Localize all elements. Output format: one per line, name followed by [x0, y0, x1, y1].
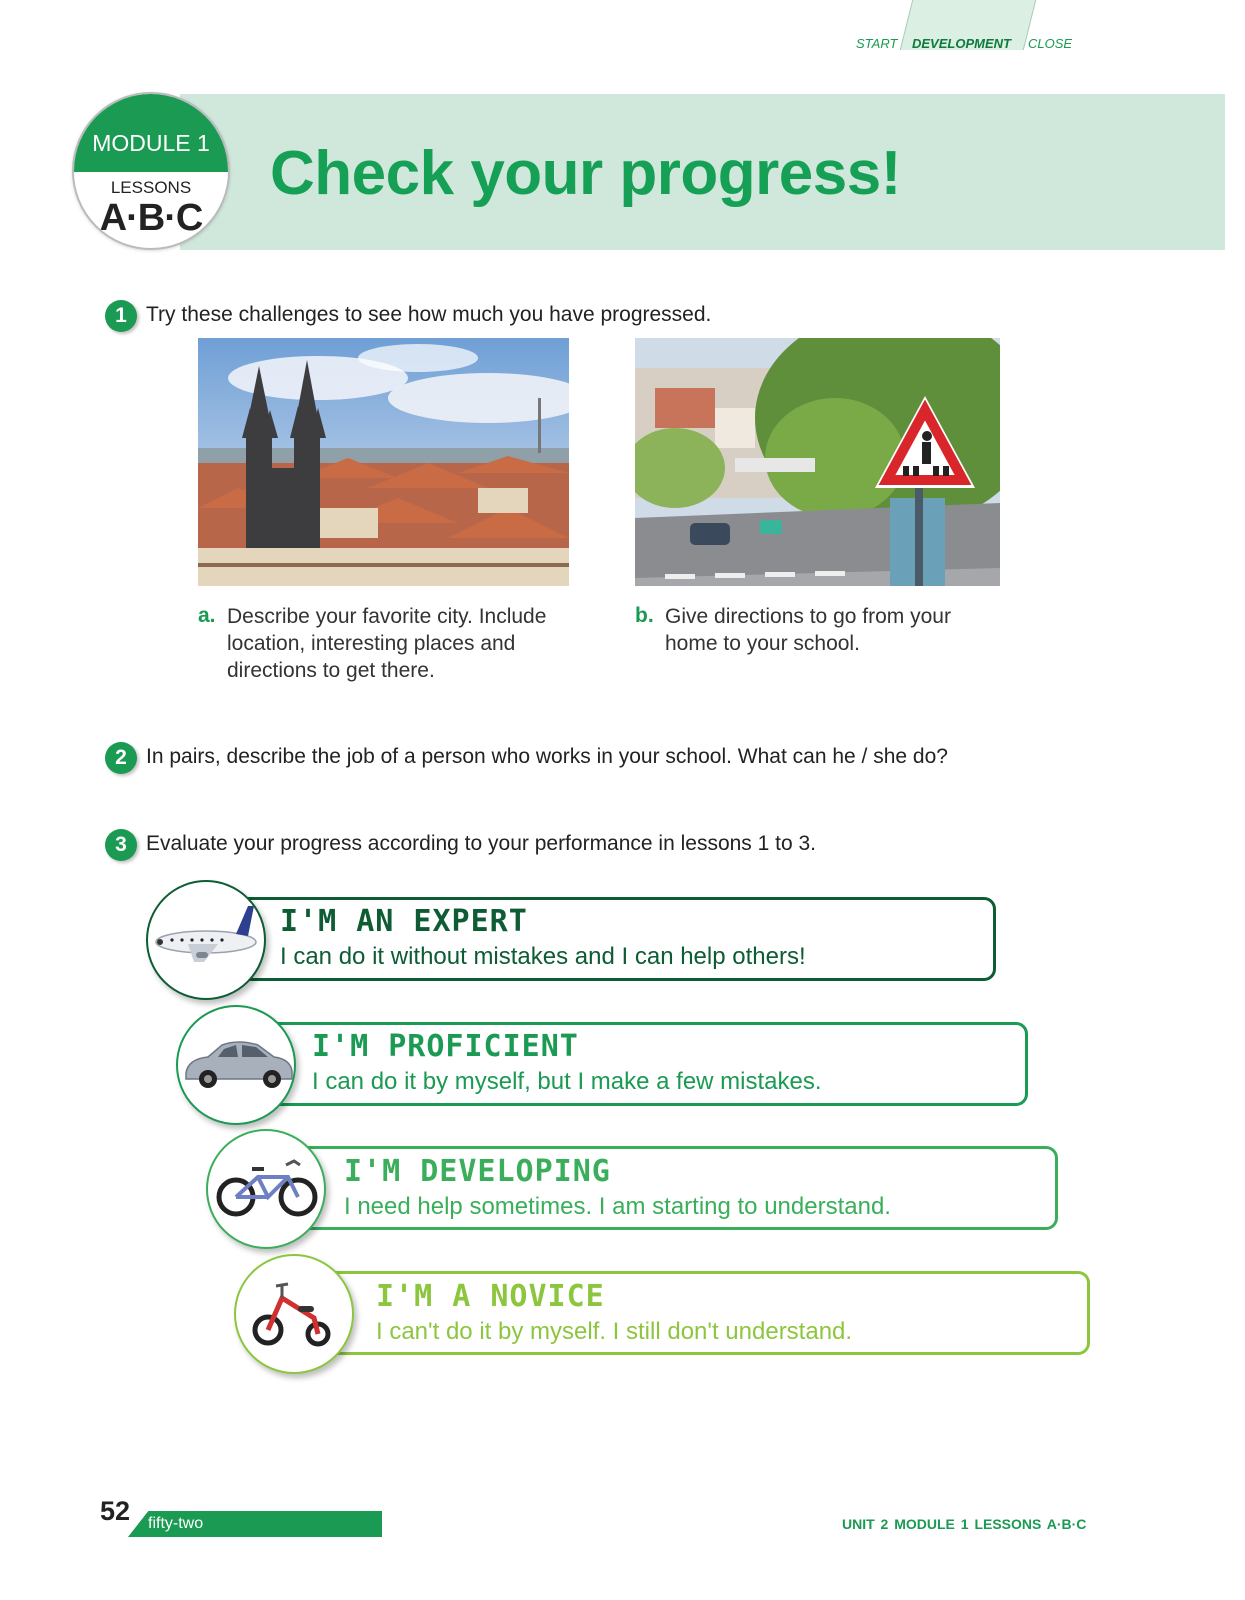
challenge-a-line-1: Describe your favorite city. Include — [227, 605, 547, 628]
challenge-b-line-2: home to your school. — [665, 632, 860, 655]
challenge-b-letter: b. — [635, 604, 654, 627]
airplane-icon — [146, 880, 266, 1000]
stage-close: CLOSE — [1028, 36, 1073, 51]
bicycle-icon — [206, 1129, 326, 1249]
city-photo — [198, 338, 569, 586]
challenge-b-line-1: Give directions to go from your — [665, 605, 951, 628]
rubric-developing-description: I need help sometimes. I am starting to understand. — [344, 1193, 891, 1220]
module-badge — [72, 92, 230, 250]
tricycle-icon — [234, 1254, 354, 1374]
rubric-developing-heading: I'M DEVELOPING — [344, 1154, 611, 1189]
challenge-a-line-2: location, interesting places and — [227, 632, 516, 655]
challenge-b-text — [665, 603, 951, 657]
page-number: 52 — [100, 1496, 131, 1526]
activity-text-2: In pairs, describe the job of a person who works in your school. What can he / she do? — [146, 745, 948, 768]
challenge-a-line-3: directions to get there. — [227, 659, 435, 682]
activity-text-1: Try these challenges to see how much you have progressed. — [146, 303, 712, 326]
road-crossing-photo — [635, 338, 1000, 586]
stage-navigation — [850, 0, 1100, 62]
page-title: Check your progress! — [270, 139, 901, 208]
badge-module: MODULE 1 — [92, 130, 210, 156]
activity-number-1: 1 — [105, 300, 137, 332]
activity-number-3: 3 — [105, 829, 137, 861]
footer-unit-label: UNIT 2 MODULE 1 LESSONS A·B·C — [842, 1516, 1087, 1532]
stage-development: DEVELOPMENT — [912, 36, 1011, 51]
rubric-expert-description: I can do it without mistakes and I can help others! — [280, 943, 806, 970]
badge-lessons: LESSONS — [110, 178, 192, 197]
rubric-expert-heading: I'M AN EXPERT — [280, 904, 528, 939]
rubric-novice-description: I can't do it by myself. I still don't understand. — [376, 1318, 853, 1345]
car-icon — [176, 1005, 296, 1125]
stage-start: START — [856, 36, 898, 51]
rubric-novice-heading: I'M A NOVICE — [376, 1279, 605, 1314]
rubric-proficient-description: I can do it by myself, but I make a few mistakes. — [312, 1068, 822, 1095]
activity-number-2: 2 — [105, 742, 137, 774]
rubric-proficient-heading: I'M PROFICIENT — [312, 1029, 579, 1064]
challenge-a-letter: a. — [198, 604, 216, 627]
activity-text-3: Evaluate your progress according to your performance in lessons 1 to 3. — [146, 832, 817, 855]
challenge-a-text — [227, 603, 546, 684]
badge-letters: A·B·C — [99, 197, 203, 239]
page-number-words: fifty-two — [148, 1515, 204, 1532]
